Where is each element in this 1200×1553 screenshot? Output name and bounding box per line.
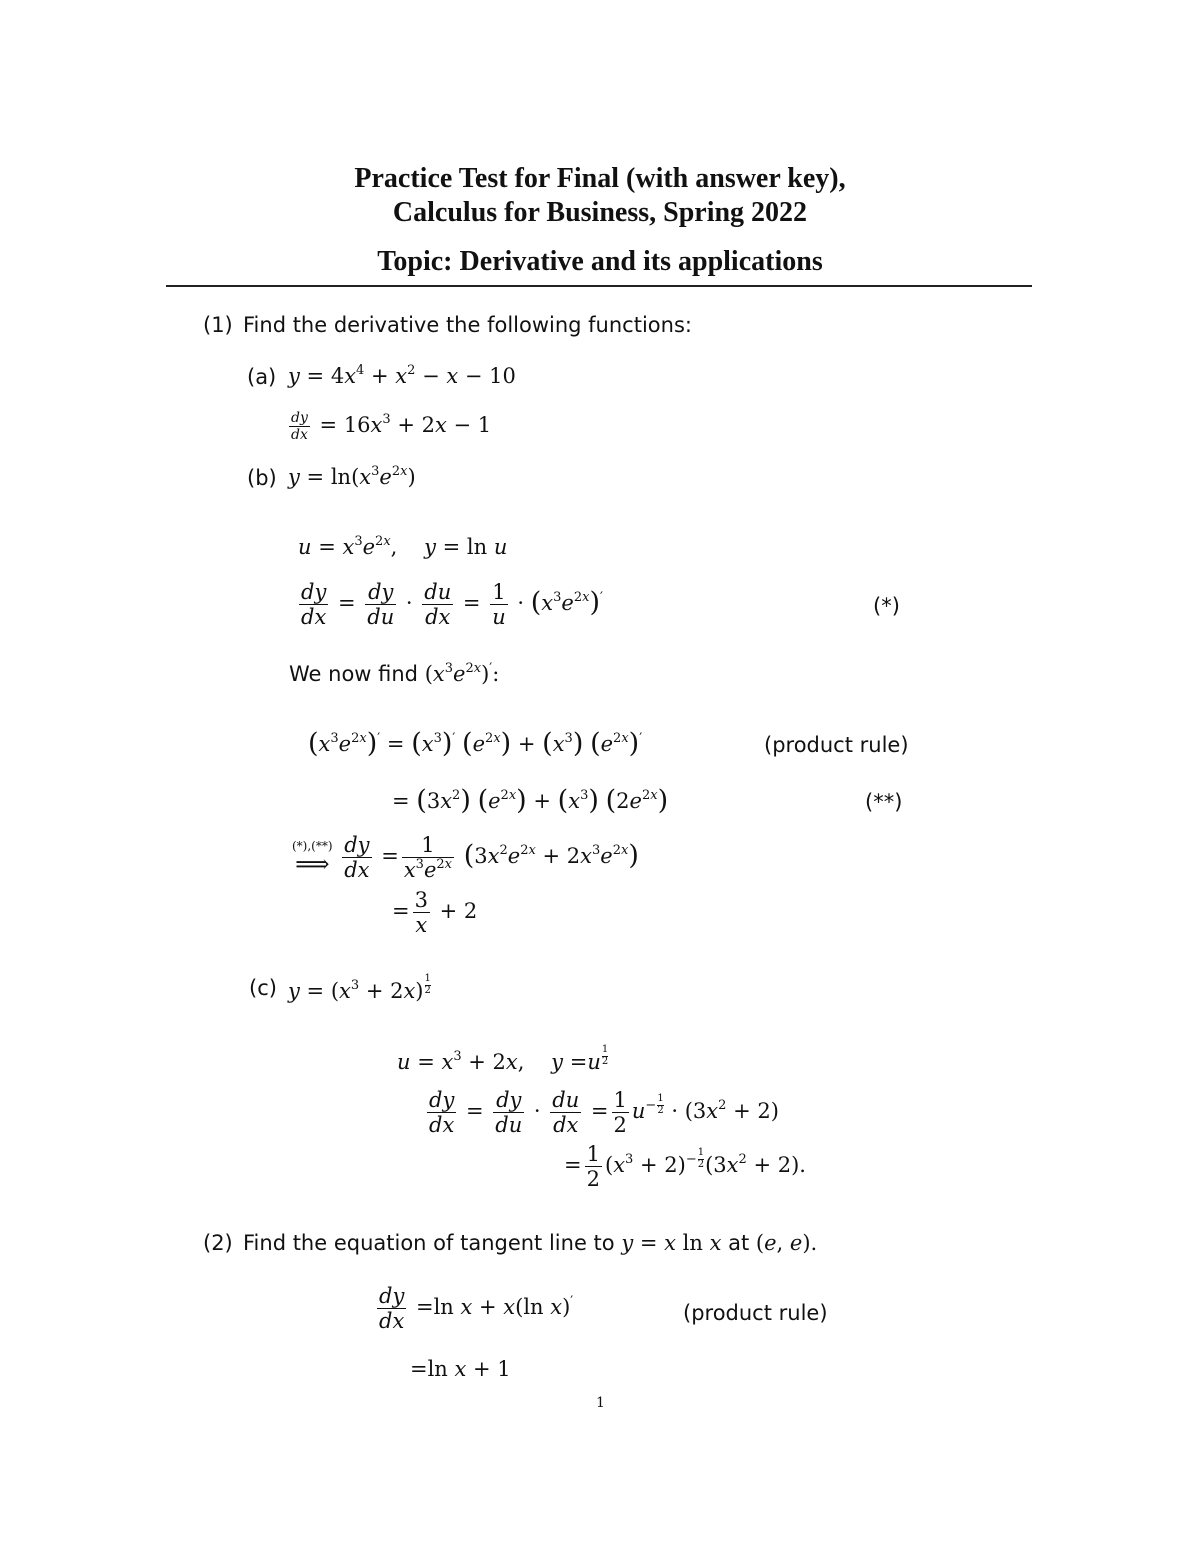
q1b-we-now-find-text: We now find [289, 662, 419, 686]
q1b-product-evaluated: = $(3x^2) (e^{2x}) + (x^3)$ $(2e^{2x})$ [392, 785, 669, 816]
q1a-derivative: $\frac{dy}{dx}$ = $16x^3 + 2x - 1$ [291, 410, 492, 444]
q1b-implies-label: (*),(**) [292, 838, 333, 853]
q1-number: (1) [203, 313, 233, 337]
header-divider [166, 285, 1032, 287]
q1b-substitution: $u = x^3e^{2x}$, y = ln u [298, 533, 508, 559]
q1c-function: $y = (x^3 + 2x)$ $\frac{1}{2}$ [288, 973, 431, 1003]
q1a-function: $y = 4x^4 + x^2 - x - 10$ [288, 362, 516, 388]
q1b-function: $y = \ln(x^3e^{2x})$ [288, 463, 416, 489]
q1c-final-answer: = $\frac{1}{2}$ $(x^3 + 2)^-$ $\frac{1}{2}$ $(3x^2 + 2)$. [564, 1142, 806, 1192]
q2-derivative-simplified: =ln x + 1 [410, 1357, 511, 1381]
q1b-we-now-find: We now find $(x^3e^{2x})'$: [289, 660, 500, 686]
q1b-chain-rule: $\frac{dy}{dx}$ = $\frac{dy}{du}$ · $\frac{du}{dx}$ = $\frac{1}{u}$ · $(x^3e^{2x})'$ [301, 580, 603, 630]
q1-prompt: Find the derivative the following functions: [243, 313, 692, 337]
q1b-combined-result: (*),(**) ⟹ $\frac{dy}{dx}$ = $\frac{1}{x^3e^{2x}}$ $(3x^2e^{2x} + 2x^3e^{2x})$ [292, 833, 639, 883]
q1b-label: (b) [247, 466, 277, 490]
q2-derivative: $\frac{dy}{dx}$ =ln x + x(ln x)′ [379, 1284, 574, 1334]
q1a-label: (a) [247, 365, 277, 389]
q1b-tag-star: (*) [873, 594, 900, 618]
q1b-product-rule-line: $(x^3e^{2x})' = (x^3)'$ $(e^{2x}) + (x^3)$ $(e^{2x})'$ [308, 728, 643, 759]
q2-product-rule-note: (product rule) [683, 1301, 828, 1325]
q1c-substitution: $u = x^3 + 2x$, y =u $\frac{1}{2}$ [397, 1044, 609, 1074]
q1b-product-rule-note: (product rule) [764, 733, 909, 757]
page-number: 1 [596, 1395, 605, 1411]
document-topic: Topic: Derivative and its applications [377, 246, 823, 277]
q2-prompt-at: at [728, 1231, 750, 1255]
q1c-label: (c) [249, 976, 277, 1000]
q2-number: (2) [203, 1231, 233, 1255]
q1b-tag-double-star: (**) [865, 790, 903, 814]
q2-prompt: Find the equation of tangent line to y = x ln x at (e, e). [243, 1231, 818, 1255]
q2-prompt-start: Find the equation of tangent line to [243, 1231, 615, 1255]
document-title-line1: Practice Test for Final (with answer key), [354, 163, 846, 194]
document-title-line2: Calculus for Business, Spring 2022 [392, 197, 808, 228]
q1c-chain-rule: $\frac{dy}{dx}$ = $\frac{dy}{du}$ · $\frac{du}{dx}$ = $\frac{1}{2}$ u− $\frac{1}{2}$ · $(3x^2 + 2)$ [429, 1088, 779, 1138]
q1b-final-answer: = $\frac{3}{x}$ + 2 [392, 888, 478, 938]
